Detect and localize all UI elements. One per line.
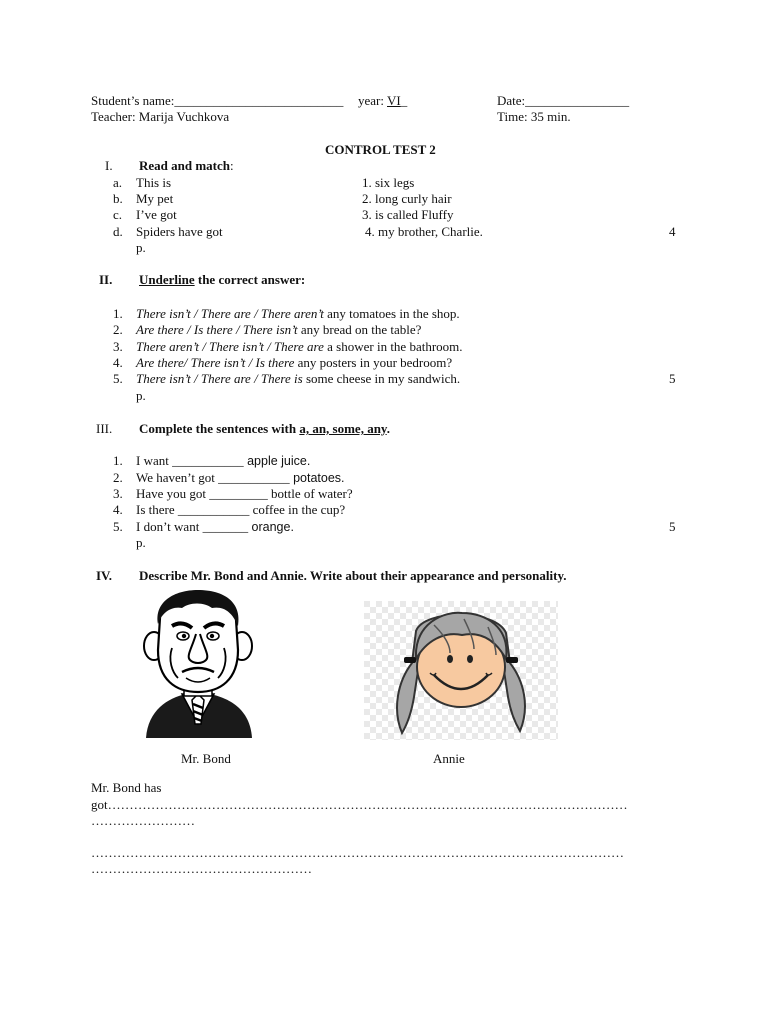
q2-number-1: 1. [113,306,123,321]
q2-rest-2: any bread on the table? [297,322,422,337]
q2-item-3 [136,339,463,355]
q3-post-2: potatoes. [289,471,345,485]
q2-rest-1: any tomatoes in the shop. [323,306,460,321]
match-letter-a: a. [113,175,123,190]
q3-post-5: orange. [248,520,294,534]
match-letter-b: b. [113,191,123,206]
q3-blank-2[interactable]: ___________ [218,470,290,485]
section2-points: 5 [669,371,676,386]
q2-rest-3: a shower in the bathroom. [323,339,463,354]
annie-illustration [364,601,558,740]
answer-line-1[interactable]: got………………………………………………………………………………………………………… [91,797,628,812]
section2-title-rest: the correct answer: [194,272,306,287]
q3-item-5 [136,519,294,535]
q3-blank-5[interactable]: _______ [202,519,249,534]
section3-points: 5 [669,519,676,534]
match-left-a: This is [136,175,172,190]
q2-number-5: 5. [113,371,123,386]
test-time: Time: 35 min. [497,109,571,124]
date-blank[interactable]: ________________ [525,93,630,108]
q3-number-4: 4. [113,502,123,517]
q3-number-3: 3. [113,486,123,501]
q3-pre-5: I don’t want [136,519,203,534]
section1-title-text: Read and match [139,158,231,173]
test-title: CONTROL TEST 2 [325,142,436,157]
q3-blank-1[interactable]: ___________ [172,453,244,468]
q3-pre-4: Is there [136,502,178,517]
answer-line-3[interactable]: …………………………………………………………………………………………………………… [91,845,624,860]
section3-number: III. [96,421,113,436]
section2-title [139,272,305,288]
section1-title-colon: : [230,158,234,173]
q2-options-1[interactable]: There isn’t / There are / There aren’t [136,306,324,321]
section2-number: II. [99,272,113,287]
q2-item-4 [136,355,452,371]
year-line [358,93,407,109]
q3-number-1: 1. [113,453,123,468]
q2-options-4[interactable]: Are there/ There isn’t / Is there [136,355,295,370]
q3-item-3 [136,486,353,502]
q3-item-1 [136,453,310,469]
match-right-3: 3. is called Fluffy [362,207,454,222]
q2-number-2: 2. [113,322,123,337]
section1-points-unit: p. [136,240,146,255]
section3-points-unit: p. [136,535,146,550]
q3-blank-3[interactable]: _________ [209,486,268,501]
q2-item-5 [136,371,460,387]
q2-options-3[interactable]: There aren’t / There isn’t / There are [136,339,324,354]
year-value: VI [387,93,401,108]
mr-bond-illustration [138,590,258,738]
q2-item-2 [136,322,421,338]
student-name-line [91,93,343,109]
year-label: year: [358,93,384,108]
q2-number-3: 3. [113,339,123,354]
student-name-blank[interactable]: __________________________ [174,93,344,108]
student-name-label: Student’s name: [91,93,175,108]
match-left-b: My pet [136,191,174,206]
answer-start: Mr. Bond has [91,780,162,795]
section3-title [139,421,390,437]
section2-points-unit: p. [136,388,146,403]
answer-line-4[interactable]: …………………………………………… [91,861,312,876]
section3-title-pre: Complete the sentences with [139,421,300,436]
q2-item-1 [136,306,460,322]
section3-title-words: a, an, some, any [299,421,387,436]
caption-annie: Annie [433,751,465,766]
date-line [497,93,629,109]
match-left-c: I’ve got [136,207,177,222]
year-trail: _ [400,93,408,108]
section1-points: 4 [669,224,676,239]
section1-title [139,158,234,174]
q3-item-4 [136,502,345,518]
date-label: Date: [497,93,526,108]
q2-rest-5: some cheese in my sandwich. [302,371,461,386]
match-right-4: 4. my brother, Charlie. [365,224,483,239]
q3-number-5: 5. [113,519,123,534]
q3-post-1: apple juice. [243,454,311,468]
caption-mr-bond: Mr. Bond [181,751,231,766]
section4-title: Describe Mr. Bond and Annie. Write about their appearance and personality. [139,568,567,583]
match-left-d: Spiders have got [136,224,223,239]
q3-pre-2: We haven’t got [136,470,219,485]
match-letter-d: d. [113,224,123,239]
q3-post-4: coffee in the cup? [249,502,346,517]
q2-options-5[interactable]: There isn’t / There are / There is [136,371,303,386]
answer-line-2[interactable]: …………………… [91,813,195,828]
match-right-2: 2. long curly hair [362,191,452,206]
section3-title-post: . [386,421,390,436]
teacher-name: Teacher: Marija Vuchkova [91,109,230,124]
match-right-1: 1. six legs [362,175,415,190]
q2-options-2[interactable]: Are there / Is there / There isn’t [136,322,298,337]
section4-number: IV. [96,568,113,583]
section1-number: I. [105,158,113,173]
q2-number-4: 4. [113,355,123,370]
q3-pre-1: I want [136,453,173,468]
q3-blank-4[interactable]: ___________ [177,502,250,517]
q3-number-2: 2. [113,470,123,485]
q3-pre-3: Have you got [136,486,210,501]
match-letter-c: c. [113,207,123,222]
q2-rest-4: any posters in your bedroom? [294,355,453,370]
section2-title-underline: Underline [139,272,195,287]
q3-post-3: bottle of water? [267,486,353,501]
q3-item-2 [136,470,345,486]
